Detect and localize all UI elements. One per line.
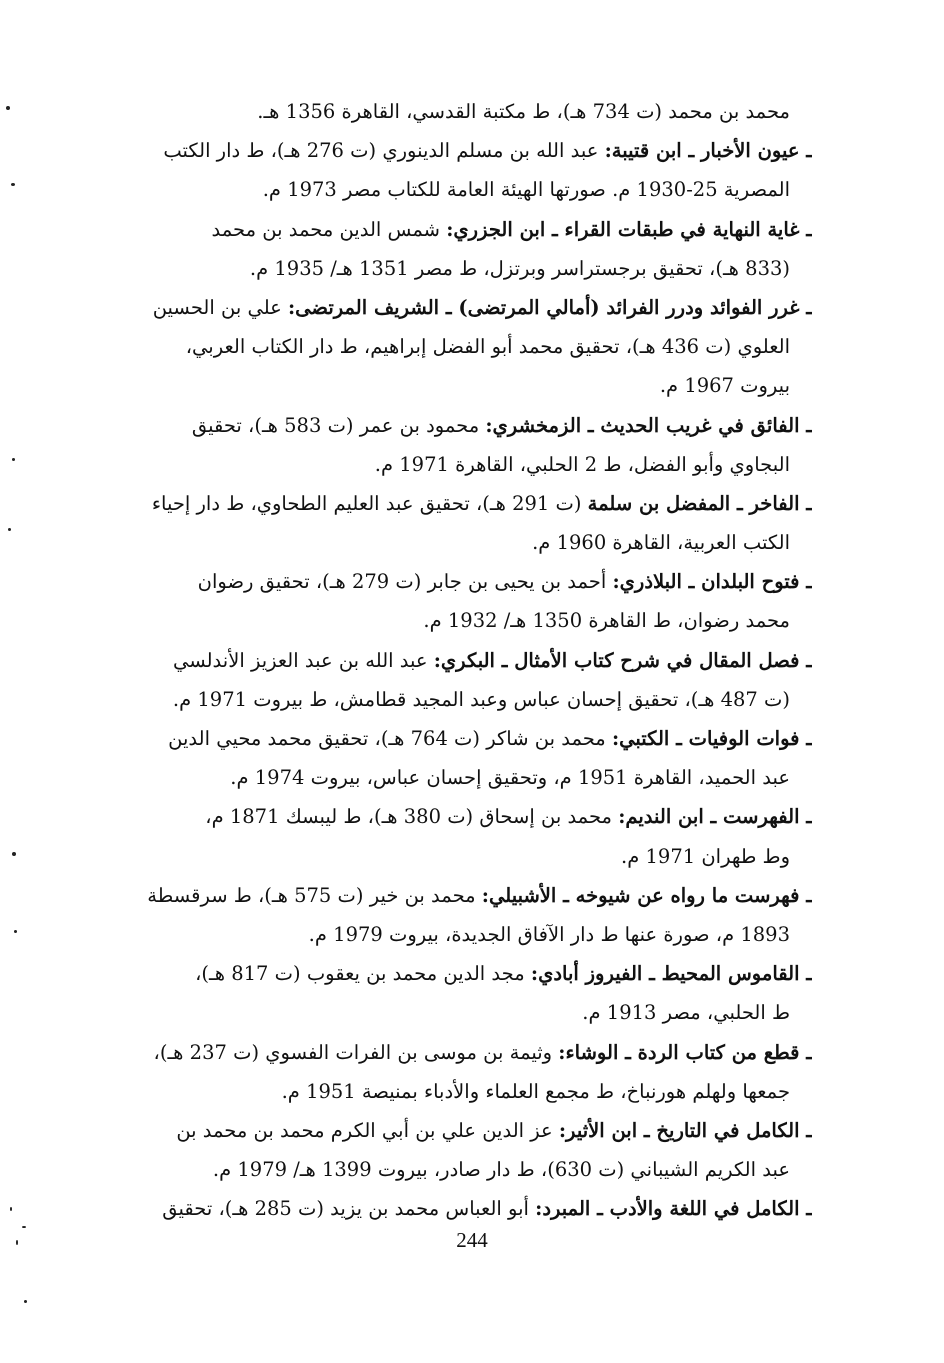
- bib-line-24: ـ قطع من كتاب الردة ـ الوشاء: وثيمة بن موسى بن الفرات الفسوي (ت 237 هـ)،: [153, 1040, 812, 1064]
- bib-line-12: ـ فتوح البلدان ـ البلاذري: أحمد بن يحيى بن جابر (ت 279 هـ)، تحقيق رضوان: [197, 570, 812, 594]
- bib-line-1: ـ عيون الأخبار ـ ابن قتيبة: عبد الله بن مسلم الدينوري (ت 276 هـ)، ط دار الكتب: [163, 139, 812, 163]
- bib-line-15: (ت 487 هـ)، تحقيق إحسان عباس وعبد المجيد قطامش، ط بيروت 1971 م.: [172, 687, 790, 711]
- bib-line-2: المصرية 25-1930 م. صورتها الهيئة العامة للكتاب مصر 1973 م.: [262, 178, 790, 202]
- bib-line-4: (833 هـ)، تحقيق برجستراسر وبرتزل، ط مصر 1351 هـ/ 1935 م.: [249, 256, 790, 280]
- bibliography-list: [84, 92, 812, 1228]
- scan-speck: [11, 183, 15, 186]
- scan-speck: [12, 852, 16, 856]
- bib-line-11: الكتب العربية، القاهرة 1960 م.: [532, 531, 790, 555]
- bib-line-5: ـ غرر الفوائد ودرر الفرائد (أمالي المرتضى) ـ الشريف المرتضى: علي بن الحسين: [152, 295, 812, 319]
- scan-speck: [14, 930, 17, 933]
- bib-line-21: 1893 م، صورة عنها ط دار الآفاق الجديدة، بيروت 1979 م.: [308, 922, 790, 946]
- bib-line-13: محمد رضوان، ط القاهرة 1350 هـ/ 1932 م.: [423, 609, 790, 633]
- bib-line-17: عبد الحميد، القاهرة 1951 م، وتحقيق إحسان عباس، بيروت 1974 م.: [230, 766, 790, 790]
- bib-line-6: العلوي (ت 436 هـ)، تحقيق محمد أبو الفضل إبراهيم، ط دار الكتاب العربي،: [185, 335, 790, 359]
- page-number: 244: [456, 1228, 488, 1252]
- bib-line-28: ـ الكامل في اللغة والأدب ـ المبرد: أبو العباس محمد بن يزيد (ت 285 هـ)، تحقيق: [162, 1197, 812, 1221]
- bib-line-19: وط طهران 1971 م.: [621, 844, 790, 868]
- bib-line-20: ـ فهرست ما رواه عن شيوخه ـ الأشبيلي: محمد بن خير (ت 575 هـ)، ط سرقسطة: [147, 883, 812, 907]
- scan-speck: [16, 1240, 18, 1245]
- scan-speck: [12, 458, 15, 461]
- scan-speck: [22, 1226, 26, 1228]
- bib-line-25: جمعها ولهلم هورنباخ، ط مجمع العلماء والأدباء بمنيصة 1951 م.: [281, 1079, 790, 1103]
- scan-speck: [6, 106, 10, 110]
- bib-line-10: ـ الفاخر ـ المفضل بن سلمة (ت 291 هـ)، تحقيق عبد العليم الطحاوي، ط دار إحياء: [151, 491, 812, 515]
- bib-line-27: عبد الكريم الشيباني (ت 630)، ط دار صادر، بيروت 1399 هـ/ 1979 م.: [212, 1158, 790, 1182]
- bib-line-7: بيروت 1967 م.: [659, 374, 790, 398]
- scan-speck: [10, 1207, 12, 1211]
- bib-line-8: ـ الفائق في غريب الحديث ـ الزمخشري: محمود بن عمر (ت 583 هـ)، تحقيق: [191, 413, 812, 437]
- bib-line-26: ـ الكامل في التاريخ ـ ابن الأثير: عز الدين علي بن أبي الكرم محمد بن محمد بن: [176, 1118, 812, 1142]
- bib-line-18: ـ الفهرست ـ ابن النديم: محمد بن إسحاق (ت 380 هـ)، ط ليبسك 1871 م،: [205, 805, 812, 829]
- bib-line-14: ـ فصل المقال في شرح كتاب الأمثال ـ البكري: عبد الله بن عبد العزيز الأندلسي: [172, 648, 812, 672]
- bib-line-0: محمد بن محمد (ت 734 هـ)، ط مكتبة القدسي، القاهرة 1356 هـ.: [257, 100, 790, 123]
- bib-line-16: ـ فوات الوفيات ـ الكتبي: محمد بن شاكر (ت 764 هـ)، تحقيق محمد محيي الدين: [168, 727, 812, 750]
- bib-line-23: ط الحلبي، مصر 1913 م.: [582, 1001, 790, 1025]
- bib-line-3: ـ غاية النهاية في طبقات القراء ـ ابن الجزري: شمس الدين محمد بن محمد: [211, 217, 812, 241]
- bib-line-9: البجاوي وأبو الفضل، ط 2 الحلبي، القاهرة 1971 م.: [374, 452, 790, 476]
- scan-speck: [8, 528, 11, 531]
- bib-line-22: ـ القاموس المحيط ـ الفيروز أبادي: مجد الدين محمد بن يعقوب (ت 817 هـ)،: [195, 962, 812, 986]
- scan-speck: [24, 1300, 27, 1303]
